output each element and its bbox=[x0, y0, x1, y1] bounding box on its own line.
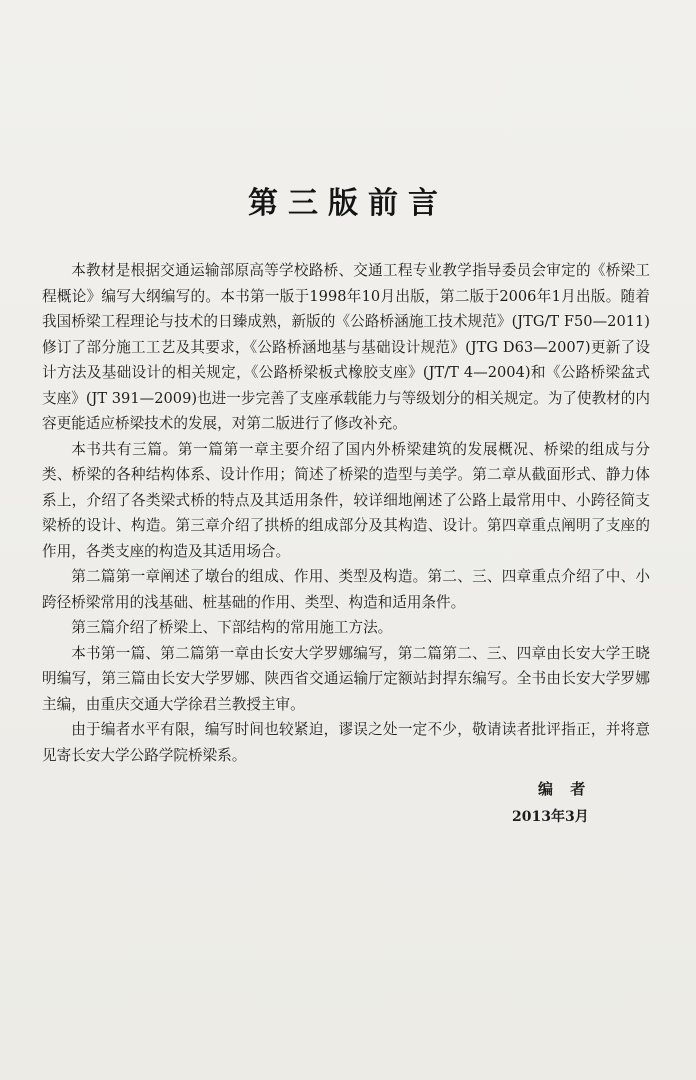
paragraph: 第三篇介绍了桥梁上、下部结构的常用施工方法。 bbox=[71, 619, 393, 636]
author-signature: 编 者 bbox=[538, 780, 592, 798]
paragraph: 第二篇第一章阐述了墩台的组成、作用、类型及构造。第二、三、四章重点介绍了中、小跨径桥梁常用的浅基础、桩基础的作用、类型、构造和适用条件。 bbox=[42, 568, 650, 611]
page-title: 第三版前言 bbox=[248, 186, 448, 221]
paragraph: 本教材是根据交通运输部原高等学校路桥、交通工程专业教学指导委员会审定的《桥梁工程概论》编写大纲编写的。本书第一版于1998年10月出版，第二版于2006年1月出版。随着我国桥梁工程理论与技术的日臻成熟，新版的《公路桥涵施工技术规范》(JTG/T F50—2011)修订了部分施工工艺及其要求，《公路桥涵地基与基础设计规范》(JTG D63—2007)更新了设计方法及基础设计的相关规定，《公路桥梁板式橡胶支座》(JT/T 4—2004)和《公路桥梁盆式支座》(JT 391—2009)也进一步完善了支座承载能力与等级划分的相关规定。为了使教材的内容更能适应桥梁技术的发展，对第二版进行了修改补充。 bbox=[42, 262, 650, 432]
paragraph: 由于编者水平有限，编写时间也较紧迫，谬误之处一定不少，敬请读者批评指正，并将意见寄长安大学公路学院桥梁系。 bbox=[42, 721, 650, 764]
preface-date: 2013年3月 bbox=[512, 809, 589, 825]
paragraph: 本书第一篇、第二篇第一章由长安大学罗娜编写，第二篇第二、三、四章由长安大学王晓明编写，第三篇由长安大学罗娜、陕西省交通运输厅定额站封捍东编写。全书由长安大学罗娜主编，由重庆交通大学徐君兰教授主审。 bbox=[42, 644, 650, 713]
preface-body bbox=[42, 258, 650, 768]
paragraph: 本书共有三篇。第一篇第一章主要介绍了国内外桥梁建筑的发展概况、桥梁的组成与分类、桥梁的各种结构体系、设计作用；简述了桥梁的造型与美学。第二章从截面形式、静力体系上，介绍了各类梁式桥的特点及其适用条件，较详细地阐述了公路上最常用中、小跨径简支梁桥的设计、构造。第三章介绍了拱桥的组成部分及其构造、设计。第四章重点阐明了支座的作用，各类支座的构造及其适用场合。 bbox=[42, 440, 650, 560]
